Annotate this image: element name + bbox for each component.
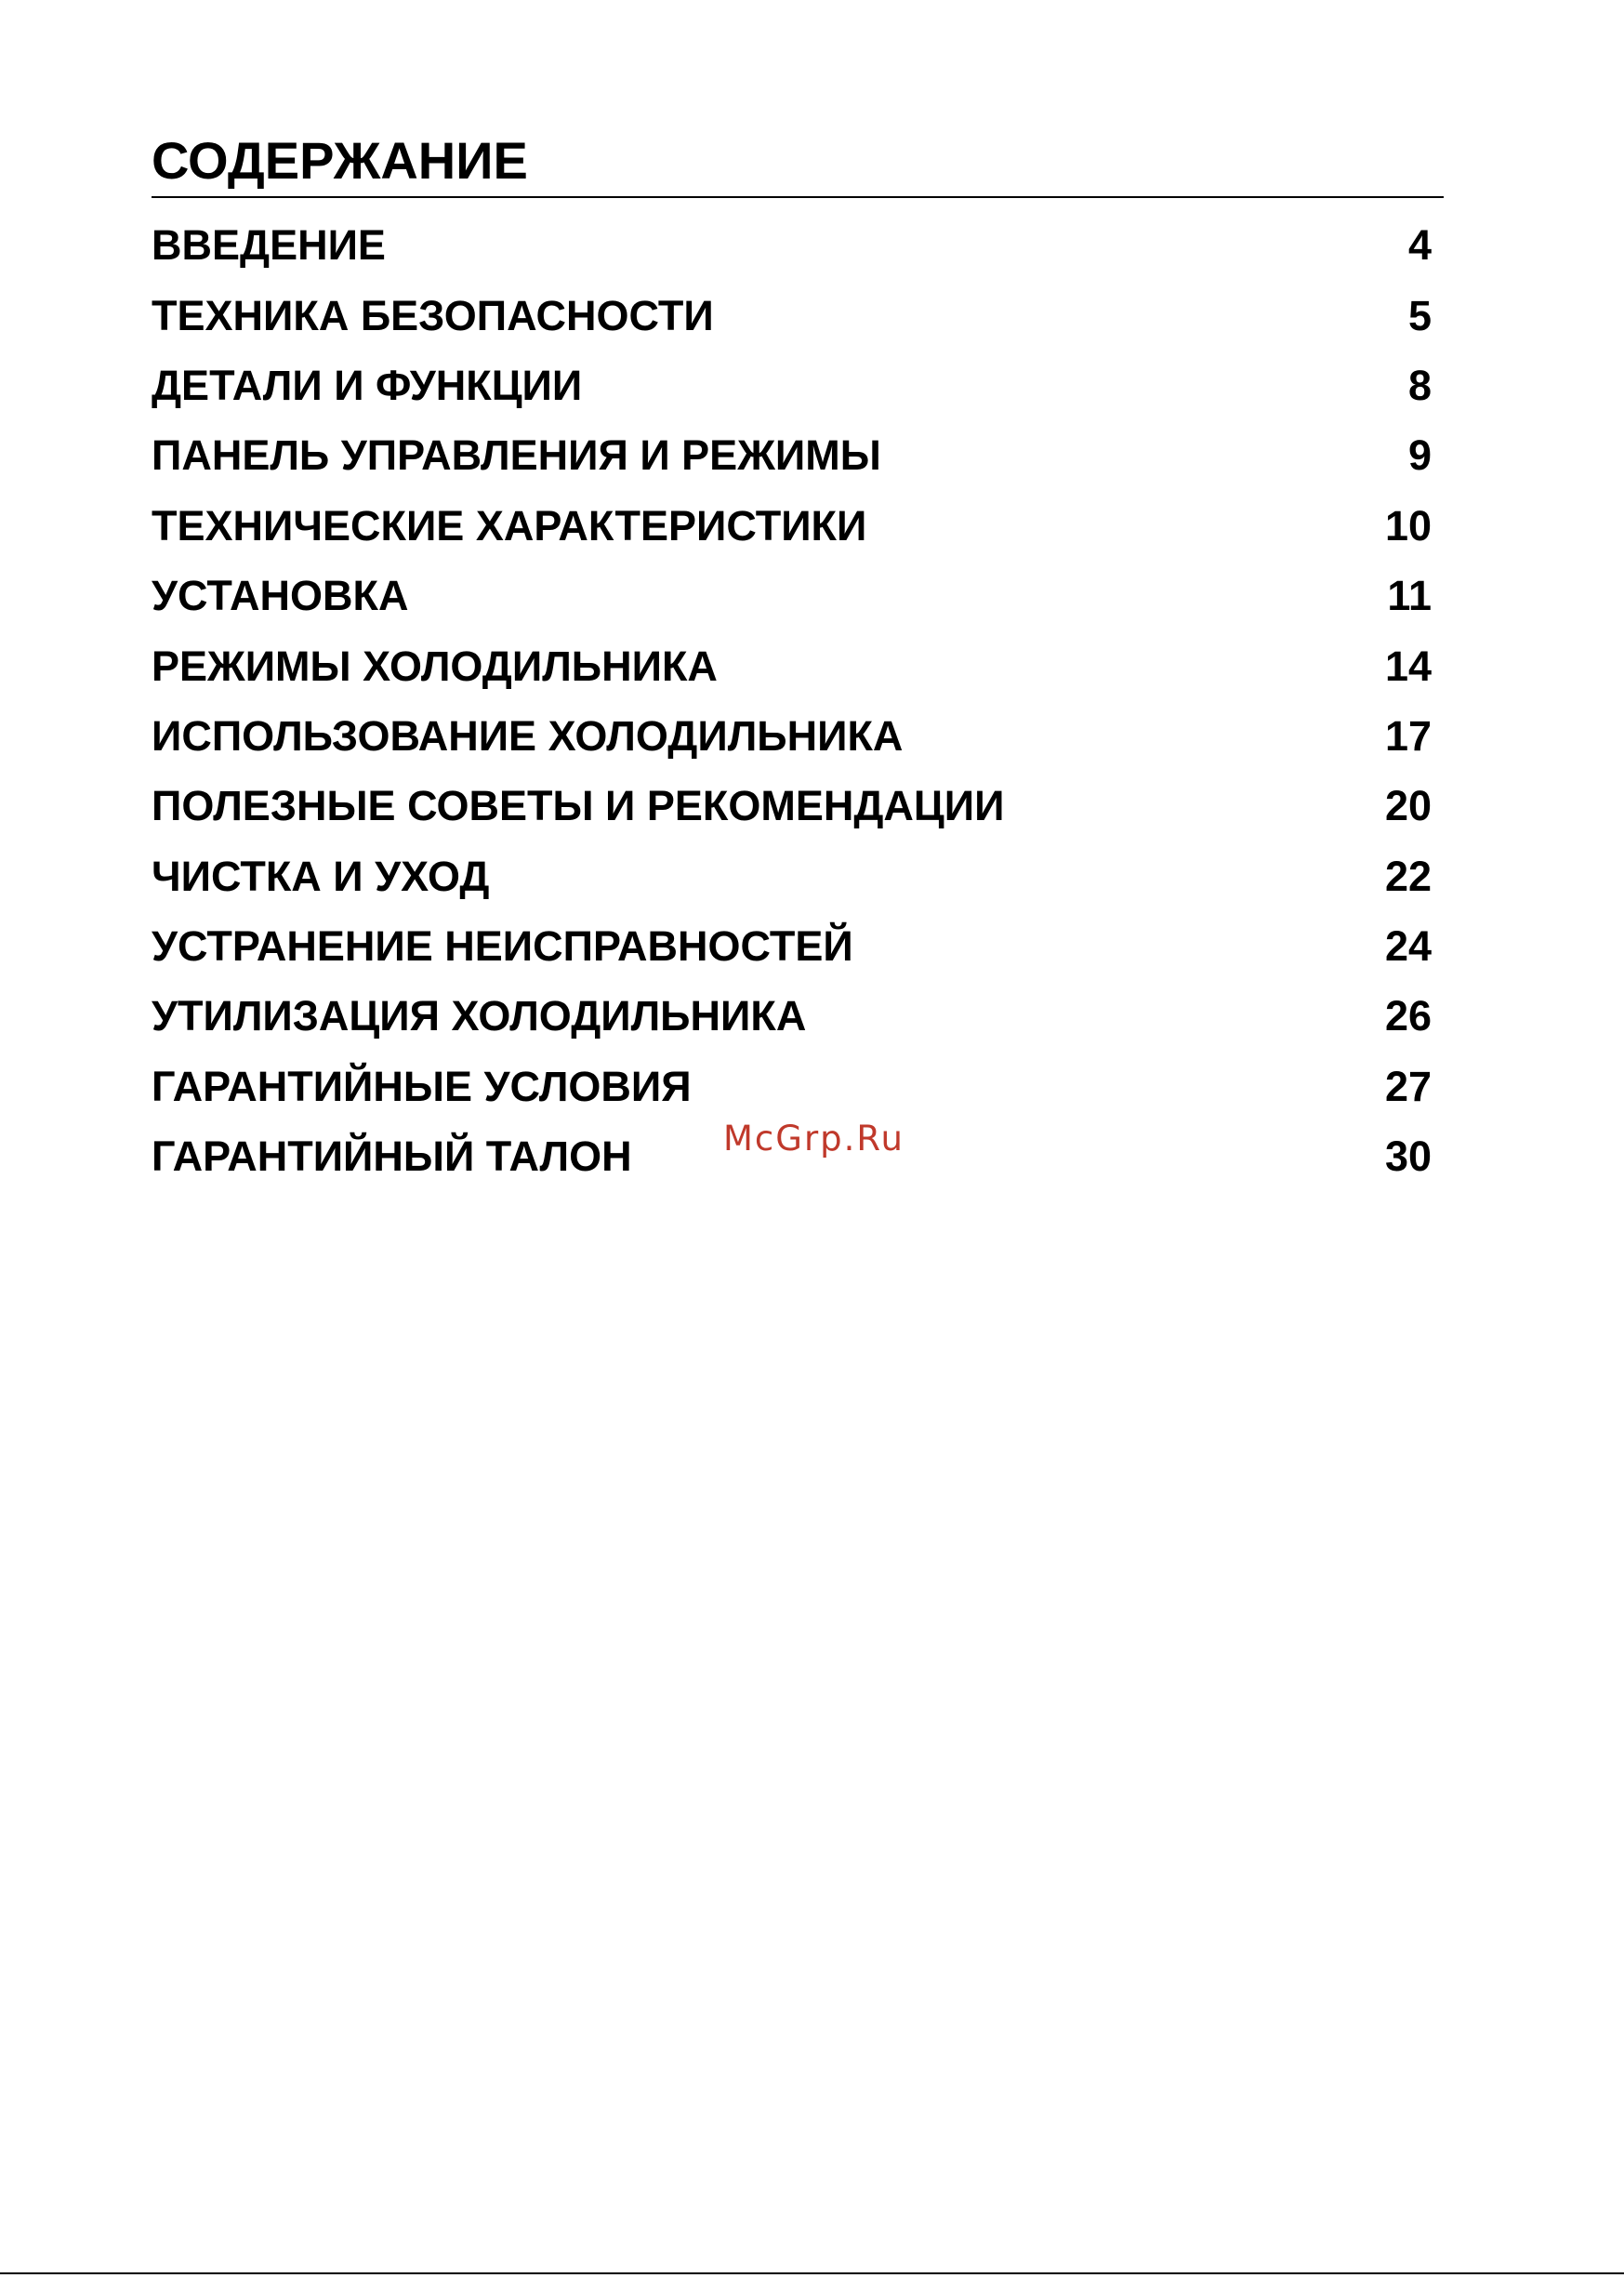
toc-item-page-number: 30: [1384, 1132, 1432, 1181]
toc-item-installation[interactable]: [152, 561, 1432, 630]
toc-item-warranty-terms[interactable]: [152, 1052, 1432, 1121]
toc-item-tips[interactable]: [152, 771, 1432, 841]
toc-item-label: ПОЛЕЗНЫЕ СОВЕТЫ И РЕКОМЕНДАЦИИ: [152, 782, 1005, 830]
toc-item-page-number: 8: [1407, 361, 1432, 409]
toc-item-label: ДЕТАЛИ И ФУНКЦИИ: [152, 361, 583, 409]
toc-item-page-number: 5: [1407, 291, 1432, 339]
toc-item-page-number: 24: [1384, 922, 1432, 971]
toc-item-page-number: 14: [1384, 642, 1432, 690]
toc-item-label: РЕЖИМЫ ХОЛОДИЛЬНИКА: [152, 642, 718, 690]
toc-item-page-number: 4: [1407, 221, 1432, 270]
toc-item-parts-functions[interactable]: [152, 351, 1432, 420]
toc-item-page-number: 10: [1384, 501, 1432, 550]
toc-item-introduction[interactable]: [152, 210, 1432, 280]
toc-item-fridge-modes[interactable]: [152, 630, 1432, 700]
toc-item-control-panel[interactable]: [152, 420, 1432, 490]
toc-item-page-number: 27: [1384, 1062, 1432, 1110]
title-divider: [152, 196, 1444, 198]
toc-item-label: ГАРАНТИЙНЫЙ ТАЛОН: [152, 1132, 632, 1181]
toc-item-label: УТИЛИЗАЦИЯ ХОЛОДИЛЬНИКА: [152, 992, 807, 1040]
toc-item-disposal[interactable]: [152, 981, 1432, 1051]
page-title: СОДЕРЖАНИЕ: [152, 131, 528, 190]
toc-item-troubleshooting[interactable]: [152, 911, 1432, 981]
toc-item-label: ЧИСТКА И УХОД: [152, 852, 490, 900]
watermark-text: McGrp.Ru: [723, 1119, 904, 1159]
toc-item-page-number: 22: [1384, 852, 1432, 900]
toc-item-page-number: 9: [1407, 431, 1432, 480]
table-of-contents: [152, 210, 1432, 1191]
page-bottom-divider: [0, 2272, 1624, 2274]
toc-item-label: ТЕХНИЧЕСКИЕ ХАРАКТЕРИСТИКИ: [152, 501, 867, 550]
toc-item-label: ГАРАНТИЙНЫЕ УСЛОВИЯ: [152, 1062, 692, 1110]
toc-item-label: ТЕХНИКА БЕЗОПАСНОСТИ: [152, 291, 714, 339]
toc-item-page-number: 11: [1387, 572, 1432, 620]
toc-item-label: УСТАНОВКА: [152, 572, 409, 620]
toc-item-specifications[interactable]: [152, 491, 1432, 561]
toc-item-safety[interactable]: [152, 280, 1432, 350]
toc-item-label: ПАНЕЛЬ УПРАВЛЕНИЯ И РЕЖИМЫ: [152, 431, 881, 480]
toc-item-label: ИСПОЛЬЗОВАНИЕ ХОЛОДИЛЬНИКА: [152, 711, 904, 760]
toc-item-fridge-usage[interactable]: [152, 701, 1432, 771]
toc-item-page-number: 20: [1384, 782, 1432, 830]
toc-item-label: УСТРАНЕНИЕ НЕИСПРАВНОСТЕЙ: [152, 922, 853, 971]
toc-item-page-number: 17: [1384, 711, 1432, 760]
toc-item-label: ВВЕДЕНИЕ: [152, 221, 386, 270]
toc-item-page-number: 26: [1384, 992, 1432, 1040]
toc-item-cleaning[interactable]: [152, 841, 1432, 911]
